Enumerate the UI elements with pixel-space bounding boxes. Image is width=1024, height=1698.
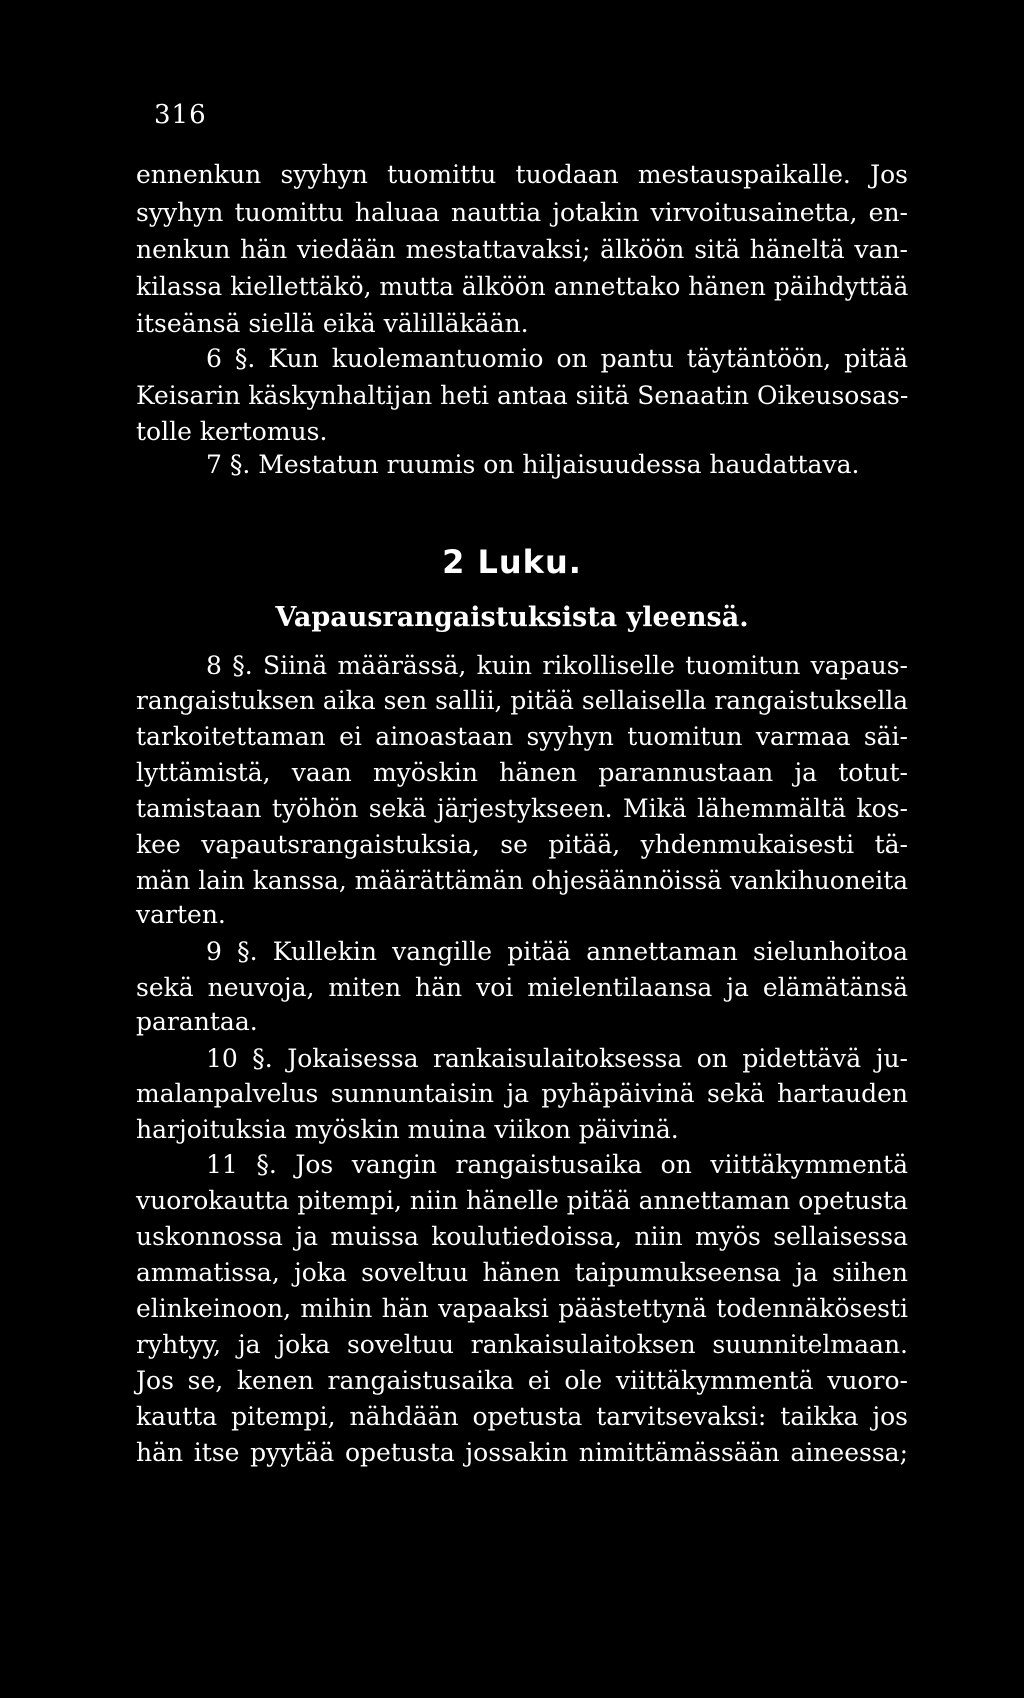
page-number: 316: [154, 100, 207, 130]
paragraph-line: rangaistuksen aika sen sallii, pitää sellaisella rangaistuksella: [136, 686, 909, 715]
paragraph-line: parantaa.: [136, 1007, 258, 1036]
paragraph-line: ryhtyy, ja joka soveltuu rankaisulaitoksen suunnitelmaan.: [136, 1330, 908, 1359]
paragraph-line: 7 §. Mestatun ruumis on hiljaisuudessa haudattava.: [206, 450, 860, 479]
paragraph-line: 9 §. Kullekin vangille pitää annettaman sielunhoitoa: [206, 937, 908, 966]
paragraph-line: män lain kanssa, määrättämän ohjesäännöissä vankihuoneita: [136, 866, 908, 895]
paragraph-line: varten.: [136, 900, 226, 929]
paragraph-line: 10 §. Jokaisessa rankaisulaitoksessa on pidettävä ju-: [206, 1044, 908, 1073]
paragraph-line: 11 §. Jos vangin rangaistusaika on viittäkymmentä: [206, 1150, 908, 1179]
paragraph-line: kautta pitempi, nähdään opetusta tarvitsevaksi: taikka jos: [136, 1402, 908, 1431]
paragraph-line: harjoituksia myöskin muina viikon päivinä.: [136, 1115, 679, 1144]
paragraph-line: ennenkun syyhyn tuomittu tuodaan mestauspaikalle. Jos: [136, 160, 908, 189]
paragraph-line: Jos se, kenen rangaistusaika ei ole viittäkymmentä vuoro-: [136, 1366, 908, 1395]
paragraph-line: tamistaan työhön sekä järjestykseen. Mikä lähemmältä kos-: [136, 794, 908, 823]
paragraph-line: kee vapautsrangaistuksia, se pitää, yhdenmukaisesti tä-: [136, 830, 908, 859]
paragraph-line: kilassa kiellettäkö, mutta älköön annettako hänen päihdyttää: [136, 272, 909, 301]
paragraph-line: 8 §. Siinä määrässä, kuin rikolliselle tuomitun vapaus-: [206, 651, 908, 680]
paragraph-line: hän itse pyytää opetusta jossakin nimittämässään aineessa;: [136, 1438, 908, 1467]
paragraph-line: vuorokautta pitempi, niin hänelle pitää annettaman opetusta: [136, 1186, 908, 1215]
paragraph-line: 6 §. Kun kuolemantuomio on pantu täytäntöön, pitää: [206, 344, 908, 373]
chapter-title: 2 Luku.: [442, 543, 582, 581]
paragraph-line: tolle kertomus.: [136, 417, 328, 446]
paragraph-line: nenkun hän viedään mestattavaksi; älköön sitä häneltä van-: [136, 235, 908, 264]
paragraph-line: lyttämistä, vaan myöskin hänen parannustaan ja totut-: [136, 758, 908, 787]
paragraph-line: ammatissa, joka soveltuu hänen taipumukseensa ja siihen: [136, 1258, 908, 1287]
paragraph-line: elinkeinoon, mihin hän vapaaksi päästettynä todennäkösesti: [136, 1294, 908, 1323]
paragraph-line: Keisarin käskynhaltijan heti antaa siitä Senaatin Oikeusosas-: [136, 381, 909, 410]
paragraph-line: tarkoitettaman ei ainoastaan syyhyn tuomitun varmaa säi-: [136, 722, 908, 751]
paragraph-line: syyhyn tuomittu haluaa nauttia jotakin virvoitusainetta, en-: [136, 198, 908, 227]
paragraph-line: sekä neuvoja, miten hän voi mielentilaansa ja elämätänsä: [136, 973, 908, 1002]
paragraph-line: itseänsä siellä eikä välilläkään.: [136, 309, 529, 338]
paragraph-line: malanpalvelus sunnuntaisin ja pyhäpäivinä sekä hartauden: [136, 1079, 908, 1108]
paragraph-line: uskonnossa ja muissa koulutiedoissa, niin myös sellaisessa: [136, 1222, 908, 1251]
section-title: Vapausrangaistuksista yleensä.: [275, 602, 749, 633]
